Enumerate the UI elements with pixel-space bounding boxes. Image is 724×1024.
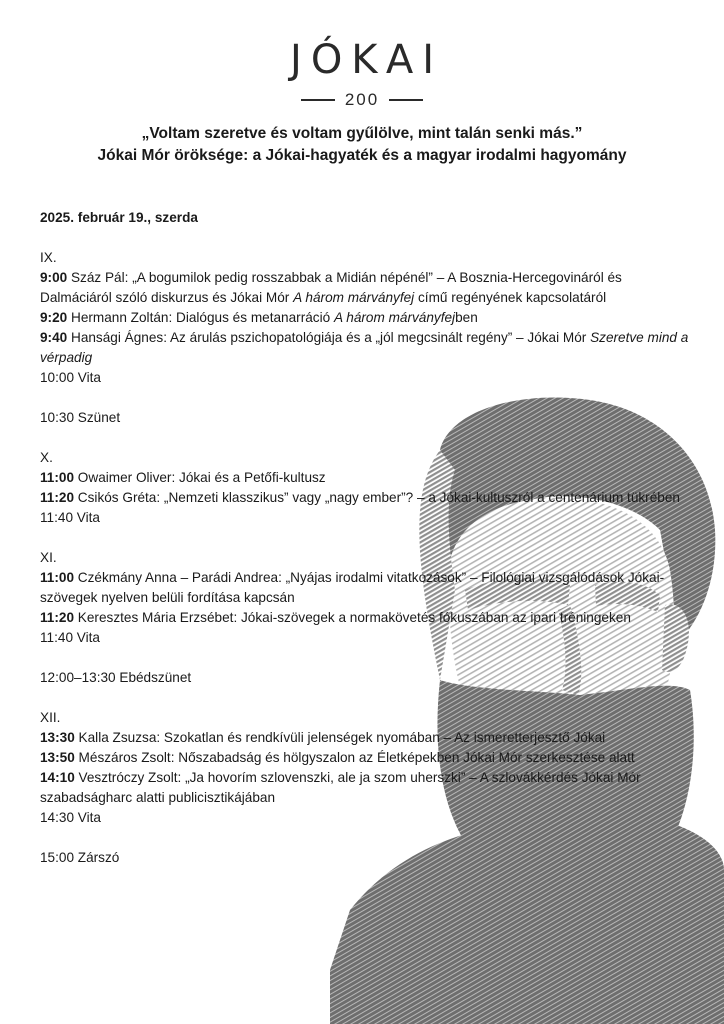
talk-text: Keresztes Mária Erzsébet: Jókai-szövegek a normakövetés fókuszában az ipari tréningeken: [74, 610, 631, 625]
break-item: 15:00 Zárszó: [40, 850, 120, 865]
talk-time: 11:20: [40, 490, 75, 505]
talk-time: 11:00: [40, 470, 75, 485]
talk: [40, 608, 690, 628]
spacer: [40, 528, 690, 548]
logo-number: 200: [344, 90, 380, 109]
talk-text: Vesztróczy Zsolt: „Ja hovorím szlovenszki, ale ja szom uherszki” – A szlovákkérdés Jókai Mór szabadságharc alatti publicisztikájában: [40, 770, 641, 805]
talk-text-end: című regényének kapcsolatáról: [414, 290, 607, 305]
spacer: [40, 688, 690, 708]
talk-time: 9:40: [40, 330, 68, 345]
spacer: [40, 388, 690, 408]
logo-dash-right: [389, 99, 423, 101]
talk-italic: A három márványfej: [333, 310, 456, 325]
talk-time: 13:50: [40, 750, 75, 765]
spacer: [40, 228, 690, 248]
spacer: [40, 828, 690, 848]
spacer: [40, 428, 690, 448]
talk-time: 14:10: [40, 770, 75, 785]
break-item: 12:00–13:30 Ebédszünet: [40, 670, 192, 685]
logo-wordmark: JÓKAI: [290, 37, 443, 83]
logo: [0, 36, 724, 110]
talk-text: Owaimer Oliver: Jókai és a Petőfi-kultusz: [74, 470, 326, 485]
talk-italic: Szeretve mind a vérpadig: [40, 330, 689, 365]
talk-text: Czékmány Anna – Parádi Andrea: „Nyájas irodalmi vitatkozások” – Filológiai vizsgálódások Jókai-szövegek nyelven belüli fordítása kapcsán: [40, 570, 665, 605]
talk-text: Csikós Gréta: „Nemzeti klasszikus” vagy „nagy ember”? – a Jókai-kultuszról a centenárium tükrében: [74, 490, 680, 505]
session-number: XII.: [40, 710, 61, 725]
session-closing: 14:30 Vita: [40, 810, 101, 825]
spacer: [40, 648, 690, 668]
talk-text: Hansági Ágnes: Az árulás pszichopatológiája és a „jól megcsinált regény” – Jókai Mór: [67, 330, 591, 345]
talk-text: Hermann Zoltán: Dialógus és metanarráció: [67, 310, 334, 325]
session-number: X.: [40, 450, 53, 465]
talk-text: Kalla Zsuzsa: Szokatlan és rendkívüli jelenségek nyomában – Az ismeretterjesztő Jókai: [74, 730, 606, 745]
talk-text: Száz Pál: „A bogumilok pedig rosszabbak a Midián népénél” – A Bosznia-Hercegovináról és Dalmáciáról szóló diskurzus és Jókai Mór: [40, 270, 622, 305]
headline: [20, 123, 704, 167]
session-number: XI.: [40, 550, 57, 565]
headline-quote: „Voltam szeretve és voltam gyűlölve, mint talán senki más.”: [141, 125, 583, 142]
talk-italic: A három márványfej: [293, 290, 415, 305]
break-item: 10:30 Szünet: [40, 410, 121, 425]
talk: [40, 748, 690, 768]
event-date: 2025. február 19., szerda: [40, 210, 198, 225]
talk: [40, 568, 690, 608]
headline-subtitle: Jókai Mór öröksége: a Jókai-hagyaték és a magyar irodalmi hagyomány: [97, 147, 627, 164]
talk: [40, 728, 690, 748]
talk-time: 11:00: [40, 570, 75, 585]
talk-text-end: ben: [455, 310, 478, 325]
talk: [40, 768, 690, 808]
talk-time: 11:20: [40, 610, 75, 625]
talk: [40, 488, 690, 508]
talk: [40, 308, 690, 328]
talk: [40, 328, 690, 368]
talk-time: 9:20: [40, 310, 68, 325]
session-closing: 11:40 Vita: [40, 510, 100, 525]
talk-time: 9:00: [40, 270, 68, 285]
session-number: IX.: [40, 250, 57, 265]
session-closing: 11:40 Vita: [40, 630, 100, 645]
program: [40, 208, 690, 868]
logo-dash-left: [301, 99, 335, 101]
session-closing: 10:00 Vita: [40, 370, 101, 385]
talk-time: 13:30: [40, 730, 75, 745]
logo-anniversary: [0, 90, 724, 110]
talk: [40, 468, 690, 488]
talk-text: Mészáros Zsolt: Nőszabadság és hölgyszalon az Életképekben Jókai Mór szerkesztése alatt: [74, 750, 635, 765]
talk: [40, 268, 690, 308]
